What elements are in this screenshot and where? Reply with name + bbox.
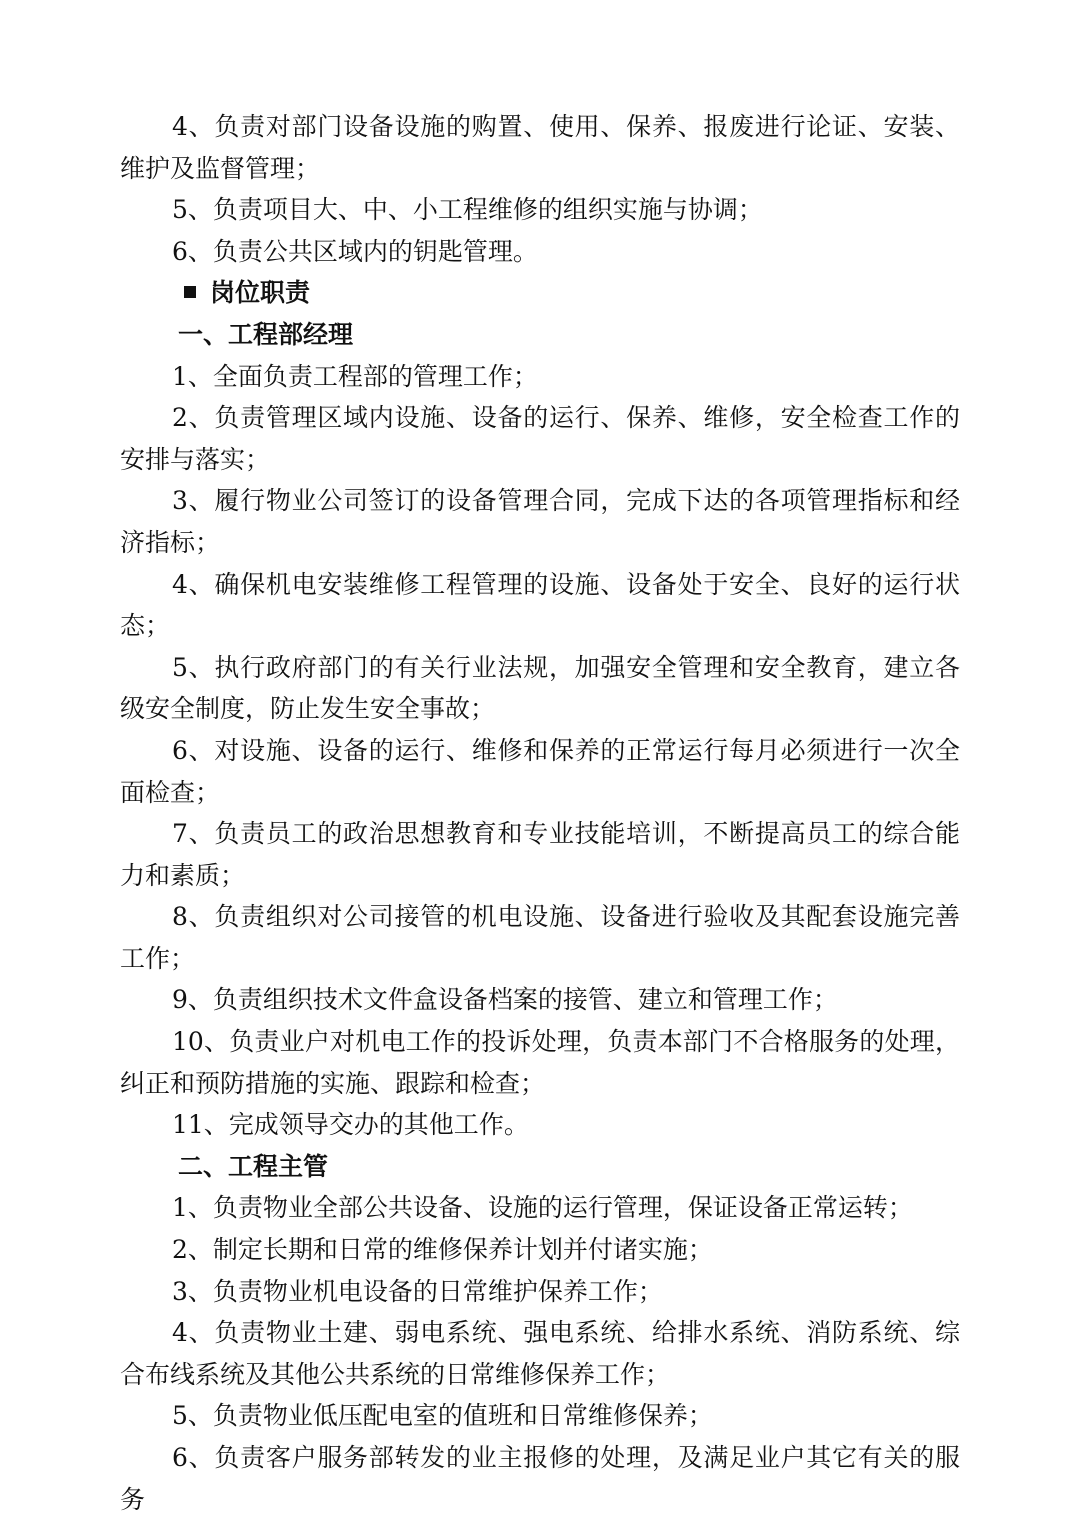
supervisor-heading: 二、工程主管 xyxy=(178,1151,329,1181)
section-heading xyxy=(120,272,960,314)
supervisor-item: 3、负责物业机电设备的日常维护保养工作； xyxy=(172,1276,663,1306)
manager-heading: 一、工程部经理 xyxy=(178,319,354,349)
supervisor-item: 5、负责物业低压配电室的值班和日常维修保养； xyxy=(172,1401,713,1431)
manager-item: 6、对设施、设备的运行、维修和保养的正常运行每月必须进行一次全面检查； xyxy=(120,735,960,807)
supervisor-item: 2、制定长期和日常的维修保养计划并付诸实施； xyxy=(172,1235,713,1265)
intro-item: 4、负责对部门设备设施的购置、使用、保养、报废进行论证、安装、维护及监督管理； xyxy=(120,112,960,183)
intro-item: 5、负责项目大、中、小工程维修的组织实施与协调； xyxy=(172,195,763,225)
manager-item: 7、负责员工的政治思想教育和专业技能培训，不断提高员工的综合能力和素质； xyxy=(120,819,960,890)
manager-item: 10、负责业户对机电工作的投诉处理，负责本部门不合格服务的处理，纠正和预防措施的实施、跟踪和检查； xyxy=(120,1027,960,1098)
manager-item: 5、执行政府部门的有关行业法规，加强安全管理和安全教育，建立各级安全制度，防止发生安全事故； xyxy=(120,652,960,724)
manager-item: 2、负责管理区域内设施、设备的运行、保养、维修，安全检查工作的安排与落实； xyxy=(120,403,960,474)
manager-item: 11、完成领导交办的其他工作。 xyxy=(172,1110,529,1140)
manager-item: 8、负责组织对公司接管的机电设施、设备进行验收及其配套设施完善工作； xyxy=(120,902,960,973)
intro-item: 6、负责公共区域内的钥匙管理。 xyxy=(172,236,538,266)
manager-item: 9、负责组织技术文件盒设备档案的接管、建立和管理工作； xyxy=(172,985,838,1015)
square-bullet-icon xyxy=(184,286,196,298)
supervisor-item: 4、负责物业土建、弱电系统、强电系统、给排水系统、消防系统、综合布线系统及其他公共系统的日常维修保养工作； xyxy=(120,1318,960,1389)
supervisor-item: 6、负责客户服务部转发的业主报修的处理，及满足业户其它有关的服务 xyxy=(120,1443,960,1514)
manager-item: 1、全面负责工程部的管理工作； xyxy=(172,361,538,391)
manager-item: 4、确保机电安装维修工程管理的设施、设备处于安全、良好的运行状态； xyxy=(120,569,960,641)
section-title: 岗位职责 xyxy=(210,278,311,308)
supervisor-item: 1、负责物业全部公共设备、设施的运行管理，保证设备正常运转； xyxy=(172,1193,913,1223)
manager-item: 3、履行物业公司签订的设备管理合同，完成下达的各项管理指标和经济指标； xyxy=(120,486,960,557)
